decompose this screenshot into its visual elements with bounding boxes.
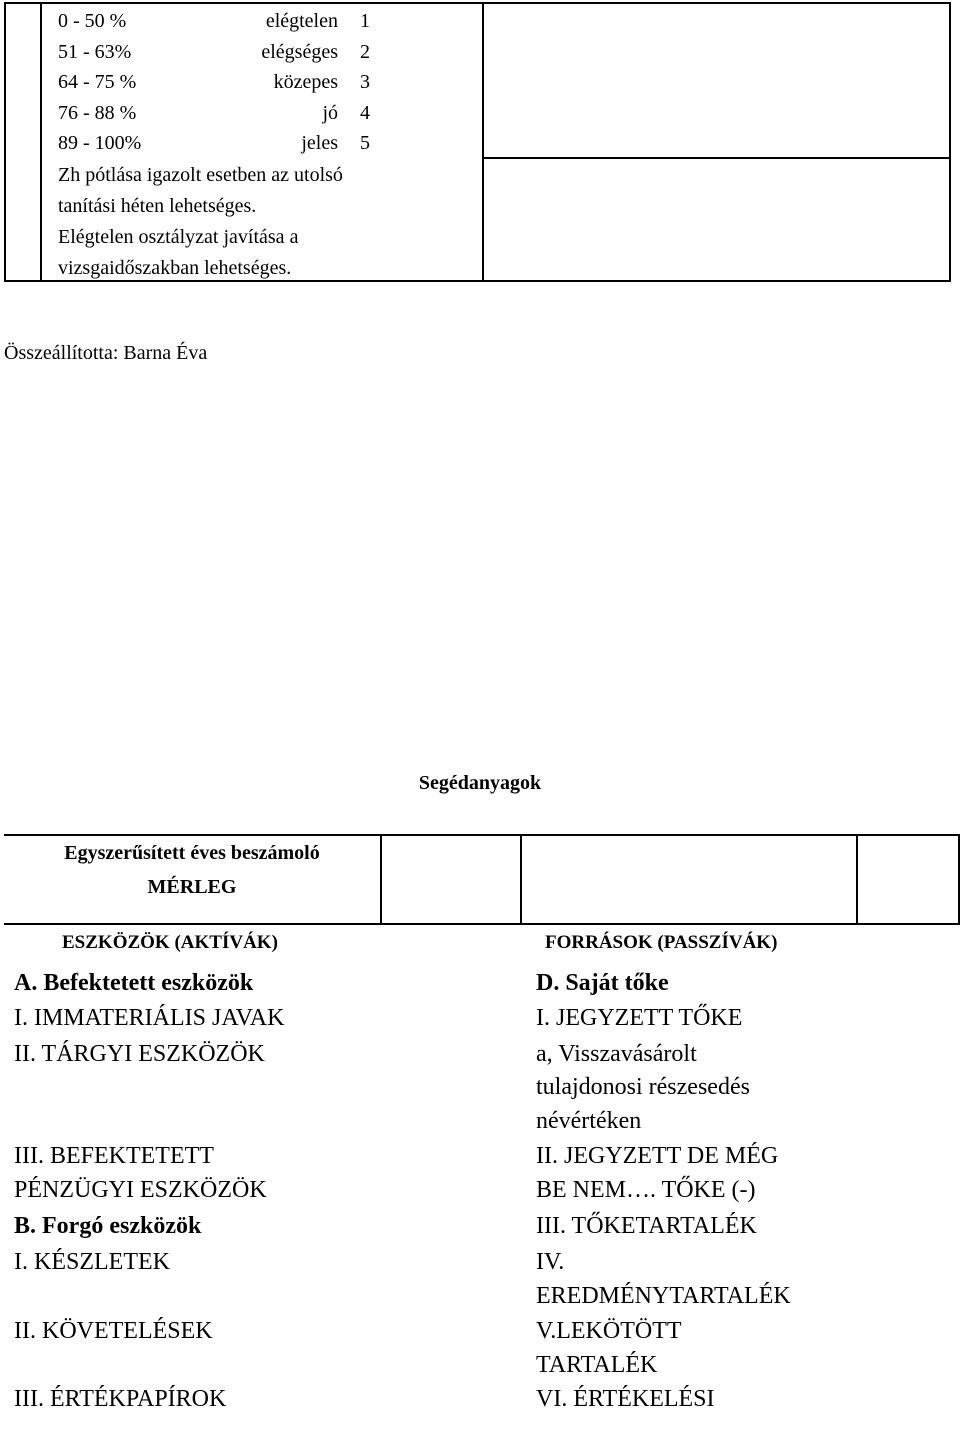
- liability-item: névértéken: [536, 1108, 642, 1134]
- note-line: tanítási héten lehetséges.: [58, 195, 257, 217]
- grading-table: [4, 2, 951, 282]
- asset-item: PÉNZÜGYI ESZKÖZÖK: [14, 1177, 267, 1203]
- grade-range: 64 - 75 %: [58, 71, 137, 93]
- liability-item: III. TŐKETARTALÉK: [536, 1213, 757, 1239]
- grade-number: 1: [360, 10, 370, 32]
- grade-number: 4: [360, 102, 370, 124]
- liability-item: TARTALÉK: [536, 1352, 658, 1378]
- table-divider: [380, 834, 382, 925]
- balance-sheet-table: [4, 834, 960, 1434]
- grade-name: közepes: [273, 71, 338, 93]
- table-divider: [856, 834, 858, 925]
- grading-note: [58, 160, 438, 284]
- liabilities-header: FORRÁSOK (PASSZÍVÁK): [545, 932, 778, 953]
- liability-item: EREDMÉNYTARTALÉK: [536, 1283, 791, 1309]
- liability-item: I. JEGYZETT TŐKE: [536, 1005, 743, 1031]
- asset-item: A. Befektetett eszközök: [14, 970, 254, 996]
- liability-item: VI. ÉRTÉKELÉSI: [536, 1386, 715, 1412]
- grade-name: jeles: [301, 132, 338, 154]
- note-line: vizsgaidőszakban lehetséges.: [58, 257, 292, 279]
- grade-number: 2: [360, 41, 370, 63]
- assets-header: ESZKÖZÖK (AKTÍVÁK): [62, 932, 278, 953]
- asset-item: III. BEFEKTETETT: [14, 1143, 214, 1169]
- grade-number: 3: [360, 71, 370, 93]
- liability-item: II. JEGYZETT DE MÉG: [536, 1143, 779, 1169]
- asset-item: B. Forgó eszközök: [14, 1213, 202, 1239]
- table-divider: [482, 4, 484, 280]
- note-line: Zh pótlása igazolt esetben az utolsó: [58, 164, 343, 186]
- grade-row: [58, 128, 378, 158]
- grade-range: 0 - 50 %: [58, 10, 127, 32]
- grade-range: 89 - 100%: [58, 132, 142, 154]
- grade-row: [58, 98, 378, 128]
- balance-title-line: MÉRLEG: [147, 876, 237, 898]
- asset-item: III. ÉRTÉKPAPÍROK: [14, 1386, 227, 1412]
- liability-item: BE NEM…. TŐKE (-): [536, 1177, 756, 1203]
- liability-item: V.LEKÖTÖTT: [536, 1318, 682, 1344]
- grade-number: 5: [360, 132, 370, 154]
- compiled-by: Összeállította: Barna Éva: [4, 342, 208, 364]
- liability-item: D. Saját tőke: [536, 970, 669, 996]
- asset-item: I. KÉSZLETEK: [14, 1249, 170, 1275]
- note-line: Elégtelen osztályzat javítása a: [58, 226, 299, 248]
- grade-row: [58, 37, 378, 67]
- section-title: Segédanyagok: [418, 772, 542, 794]
- asset-item: II. KÖVETELÉSEK: [14, 1318, 213, 1344]
- table-divider: [40, 4, 42, 280]
- grade-name: elégtelen: [265, 10, 338, 32]
- balance-title-line: Egyszerűsített éves beszámoló: [64, 842, 320, 864]
- liability-item: a, Visszavásárolt: [536, 1041, 697, 1067]
- asset-item: II. TÁRGYI ESZKÖZÖK: [14, 1041, 265, 1067]
- table-border: [4, 923, 960, 925]
- balance-title: [4, 836, 380, 904]
- grade-name: elégséges: [261, 41, 338, 63]
- grade-name: jó: [322, 102, 338, 124]
- liability-item: tulajdonosi részesedés: [536, 1074, 750, 1100]
- grade-row: [58, 67, 378, 97]
- grade-range: 51 - 63%: [58, 41, 132, 63]
- grade-row: [58, 6, 378, 36]
- table-divider: [482, 157, 949, 159]
- liability-item: IV.: [536, 1249, 565, 1275]
- grade-range: 76 - 88 %: [58, 102, 137, 124]
- table-divider: [520, 834, 522, 925]
- asset-item: I. IMMATERIÁLIS JAVAK: [14, 1005, 285, 1031]
